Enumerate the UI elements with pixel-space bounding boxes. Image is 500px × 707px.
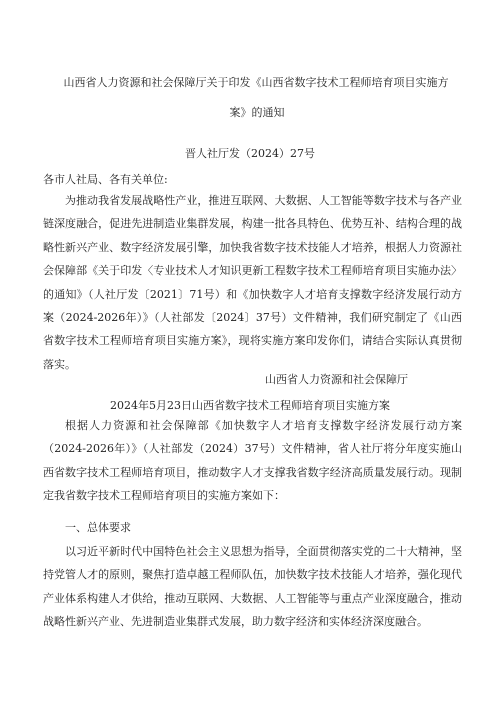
title-line-1: 山西省人力资源和社会保障厅关于印发《山西省数字技术工程师培育项目实施方 bbox=[63, 76, 449, 89]
plan-subtitle: 2024年5月23日山西省数字技术工程师培育项目实施方案 bbox=[110, 399, 390, 412]
body-paragraph-1: 为推动我省发展战略性产业，推进互联网、大数据、人工智能等数字技术与各产业链深度融合，促进先进制造业集群发展，构建一批各具特色、优势互补、结构合理的战略性新兴产业、数字经济发展引擎，加快我省数字技术技能人才培养，根据人力资源社会保障部《关于印发〈专业技术人才知识更新工程数字技术工程师培育项目实施办法〉的通知》（人社厅发〔2021〕71号）和《加快数字人才培育支撑数字经济发展行动方案（2024-2026年）》（人社部发〔2024〕37号）文件精神，我们研究制定了《山西省数字技术工程师培育项目实施方案》，现将实施方案印发你们，请结合实际认真贯彻落实。 bbox=[43, 194, 462, 371]
addressee: 各市人社局、各有关单位: bbox=[43, 173, 168, 186]
title-line-2: 案》的通知 bbox=[229, 106, 285, 119]
issuer-signature: 山西省人力资源和社会保障厅 bbox=[265, 373, 408, 386]
section-heading-1: 一、总体要求 bbox=[65, 521, 131, 534]
document-number: 晋人社厅发（2024）27号 bbox=[185, 147, 315, 160]
body-paragraph-2: 根据人力资源和社会保障部《加快数字人才培育支撑数字经济发展行动方案（2024-2026年）》（人社部发（2024）37号）文件精神，省人社厅将分年度实施山西省数字技术工程师培育项目，推动数字人才支撑我省数字经济高质量发展行动。现制定我省数字技术工程师培育项目的实施方案如下： bbox=[43, 419, 462, 503]
document-title bbox=[0, 68, 500, 128]
body-paragraph-3: 以习近平新时代中国特色社会主义思想为指导，全面贯彻落实党的二十大精神，坚持党管人才的原则，聚焦打造卓越工程师队伍，加快数字技术技能人才培养，强化现代产业体系构建人才供给，推动互联网、大数据、人工智能等与重点产业深度融合，推动战略性新兴产业、先进制造业集群式发展，助力数字经济和实体经济深度融合。 bbox=[43, 545, 462, 629]
